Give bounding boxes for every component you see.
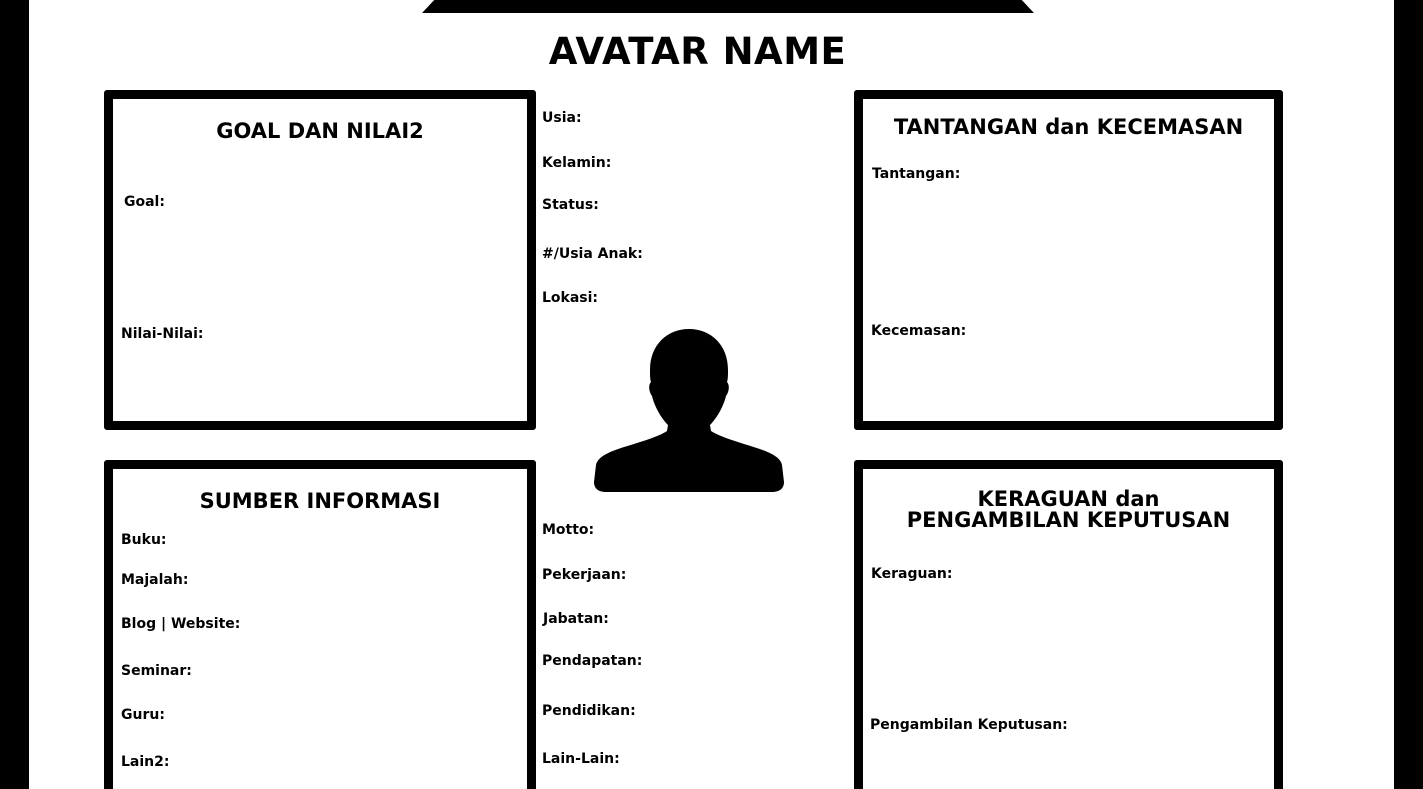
info-item-blog-website: Blog | Website: <box>121 616 241 632</box>
doubts-label: Keraguan: <box>871 566 953 582</box>
doubts-decisions-title-line1: KERAGUAN dan <box>977 487 1160 511</box>
age-label: Usia: <box>542 110 582 126</box>
gender-label: Kelamin: <box>542 155 612 171</box>
income-label: Pendapatan: <box>542 653 643 669</box>
doubts-decisions-box <box>854 460 1283 789</box>
goal-label: Goal: <box>124 194 165 210</box>
challenges-label: Tantangan: <box>872 166 961 182</box>
worksheet-page <box>29 0 1394 789</box>
children-age-label: #/Usia Anak: <box>542 246 643 262</box>
other-label: Lain-Lain: <box>542 751 620 767</box>
avatar-name-title: AVATAR NAME <box>548 30 847 73</box>
education-label: Pendidikan: <box>542 703 636 719</box>
info-item-books: Buku: <box>121 532 167 548</box>
decision-making-label: Pengambilan Keputusan: <box>870 717 1068 733</box>
location-label: Lokasi: <box>542 290 599 306</box>
doubts-decisions-title-line2: PENGAMBILAN KEPUTUSAN <box>906 508 1231 532</box>
information-sources-box <box>104 460 536 789</box>
motto-label: Motto: <box>542 522 595 538</box>
challenges-anxiety-title: TANTANGAN dan KECEMASAN <box>893 115 1244 139</box>
info-item-seminar: Seminar: <box>121 663 192 679</box>
values-label: Nilai-Nilai: <box>121 326 204 342</box>
top-header-tab <box>422 0 1034 13</box>
occupation-label: Pekerjaan: <box>542 567 627 583</box>
position-label: Jabatan: <box>543 611 609 627</box>
info-item-others: Lain2: <box>121 754 170 770</box>
goal-values-box <box>104 90 536 430</box>
info-item-teacher: Guru: <box>121 707 165 723</box>
info-item-magazines: Majalah: <box>121 572 189 588</box>
challenges-anxiety-box <box>854 90 1283 430</box>
person-silhouette-icon <box>594 327 784 495</box>
goal-values-title: GOAL DAN NILAI2 <box>216 119 424 143</box>
information-sources-title: SUMBER INFORMASI <box>199 489 441 513</box>
anxiety-label: Kecemasan: <box>871 323 967 339</box>
status-label: Status: <box>542 197 599 213</box>
